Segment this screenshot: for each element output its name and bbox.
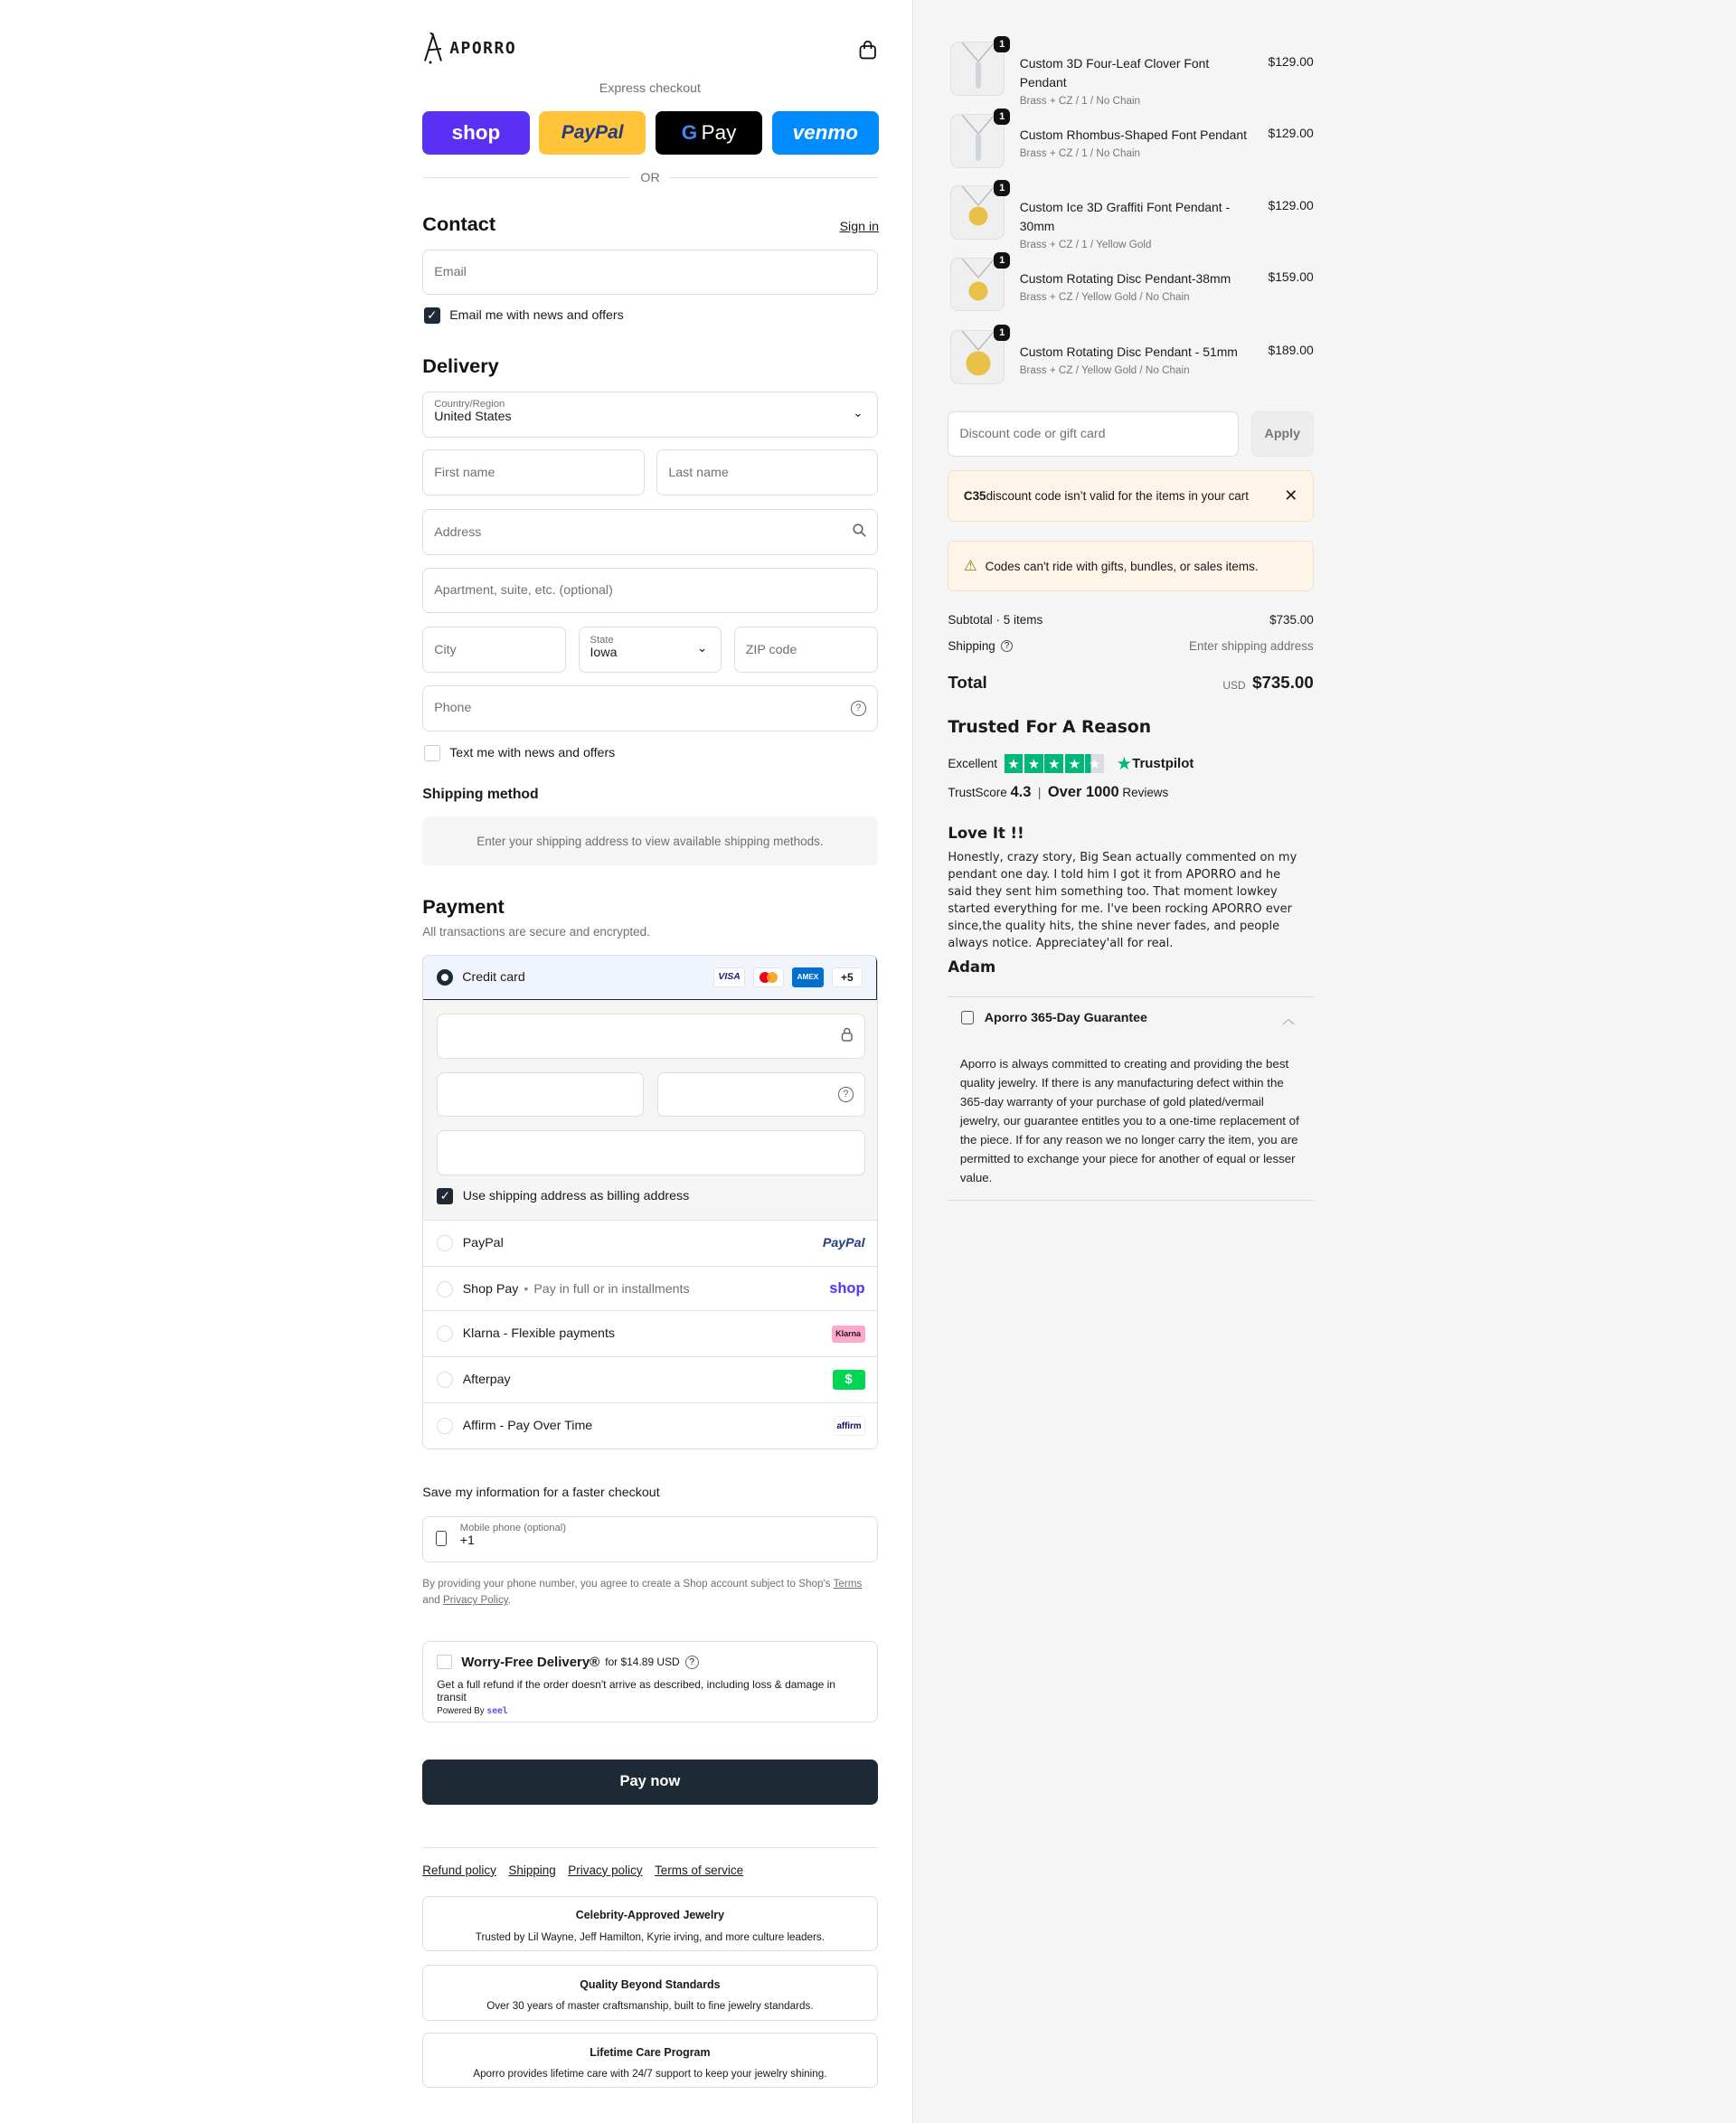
trust-box [422,1965,877,2020]
divider [422,1847,877,1848]
rating-star: ★ [1024,754,1043,773]
total-value: $735.00 [1252,673,1314,693]
sms-label: Text me with news and offers [449,745,616,760]
chevron-down-icon: ⌄ [697,641,708,656]
product-title: Custom Rotating Disc Pendant - 51mm [1019,344,1238,359]
worry-free-delivery [422,1641,877,1722]
rating-star: ★ [1085,754,1104,773]
close-icon[interactable]: ✕ [1284,486,1298,505]
trust-box-text: Over 30 years of master craftsmanship, built to fine jewelry standards. [486,2000,814,2013]
legal-dot: . [507,1594,512,1607]
quantity-badge: 1 [994,325,1010,341]
trust-box [422,2033,877,2088]
google-g-icon: G [681,120,698,144]
cash-app-logo: $ [833,1370,865,1390]
worry-free-desc: Get a full refund if the order doesn't arrive as described, including loss & damage in transit [437,1677,835,1703]
affirm-label: Affirm - Pay Over Time [462,1419,593,1434]
trust-box-title: Quality Beyond Standards [580,1977,721,1991]
divider [948,1200,1313,1201]
product-price: $129.00 [1268,126,1314,141]
shop-pay-sub: Pay in full or in installments [533,1281,690,1297]
product-variant: Brass + CZ / 1 / No Chain [1019,147,1141,160]
review-author: Adam [948,958,996,977]
payment-option-shop-pay[interactable]: Shop Pay • Pay in full or in installments shop [423,1266,877,1312]
contact-heading: Contact [422,212,496,236]
credit-card-label: Credit card [462,969,525,985]
chevron-down-icon: ⌄ [853,405,863,420]
worry-free-title: Worry-Free Delivery® [461,1654,600,1670]
payment-option-paypal[interactable] [423,1220,877,1266]
address-placeholder: Address [434,524,482,540]
terms-link[interactable]: Terms [833,1578,863,1590]
cart-item [948,39,1314,107]
sign-in-link[interactable]: Sign in [839,219,880,234]
product-title: Custom Rhombus-Shaped Font Pendant [1019,127,1247,143]
product-price: $189.00 [1268,342,1314,357]
country-value: United States [434,410,512,425]
worry-free-checkbox[interactable] [437,1655,451,1669]
divider [948,996,1313,997]
first-name-input[interactable]: First name [422,449,645,495]
trust-box-text: Aporro provides lifetime care with 24/7 support to keep your jewelry shining. [473,2068,827,2080]
warning-text: Codes can't ride with gifts, bundles, or sales items. [985,559,1259,573]
card-number-input[interactable] [437,1014,864,1058]
klarna-label: Klarna - Flexible payments [462,1326,616,1342]
shop-logo: shop [829,1280,865,1297]
payment-option-affirm[interactable] [423,1402,877,1448]
rating-star: ★ [1005,754,1024,773]
country-select[interactable] [422,392,877,438]
subtotal-value: $735.00 [1269,613,1314,627]
payment-heading: Payment [422,894,505,918]
error-text: discount code isn’t valid for the items in your cart [986,488,1250,503]
payment-option-klarna[interactable] [423,1310,877,1356]
cart-bag-icon[interactable] [859,41,876,63]
trust-box-title: Lifetime Care Program [590,2045,711,2059]
radio[interactable] [437,1326,453,1342]
rating-star: ★ [1044,754,1063,773]
trustscore-label: TrustScore [948,786,1007,800]
worry-free-price: for $14.89 USD [605,1656,680,1669]
cart-item [948,254,1314,317]
save-info-heading: Save my information for a faster checkout [422,1485,660,1500]
name-on-card-input[interactable] [437,1130,864,1175]
product-title: Custom Ice 3D Graffiti Font Pendant - 30mm [1019,199,1231,233]
guarantee-accordion-toggle[interactable] [948,1009,1313,1027]
product-price: $129.00 [1268,197,1314,212]
radio-selected[interactable] [437,969,453,986]
error-code: C35 [963,488,986,503]
amex-icon: AMEX [792,967,823,987]
legal-text: By providing your phone number, you agree to create a Shop account subject to Shop's [422,1578,834,1590]
help-icon[interactable]: ? [851,701,865,715]
shopping-bag-icon [961,1011,973,1024]
mobile-phone-icon [436,1531,447,1545]
shipping-label: Shipping [948,638,995,653]
credit-card-option[interactable] [422,955,877,1000]
newsletter-label: Email me with news and offers [449,307,624,323]
review-title: Love It !! [948,825,1024,843]
subtotal-label: Subtotal · 5 items [948,613,1043,627]
billing-checkbox[interactable]: ✓ [437,1188,453,1204]
product-variant: Brass + CZ / Yellow Gold / No Chain [1019,363,1190,376]
rating-star: ★ [1065,754,1084,773]
shipping-value: Enter shipping address [1188,638,1314,653]
cart-item [948,183,1314,250]
product-variant: Brass + CZ / Yellow Gold / No Chain [1019,291,1190,303]
mobile-phone-input[interactable] [422,1516,877,1562]
product-variant: Brass + CZ / 1 / No Chain [1019,94,1141,107]
affirm-logo: affirm [834,1416,865,1436]
cart-item [948,110,1314,174]
help-icon[interactable]: ? [685,1656,699,1669]
review-count: Over 1000 [1047,784,1119,801]
apply-button[interactable]: Apply [1251,411,1314,456]
help-icon[interactable]: ? [838,1087,853,1101]
afterpay-label: Afterpay [462,1373,511,1388]
rating-label: Excellent [948,757,998,771]
apartment-input[interactable]: Apartment, suite, etc. (optional) [422,568,877,614]
paypal-label: PayPal [462,1235,504,1250]
sms-checkbox[interactable] [424,745,440,761]
chevron-up-icon: ︿ [1282,1012,1295,1026]
trustscore-value: 4.3 [1010,784,1032,801]
guarantee-text: Aporro is always committed to creating and providing the best quality jewelry. If there is any manufacturing defect within the 365-day warranty of your purchase of gold plated/vermail jewelry, our guarantee entitles you to a one-time replacement of the piece. If for any reason we no longer carry the item, you are permitted to exchange your piece for another of equal or lesser value. [959,1056,1299,1184]
newsletter-checkbox[interactable]: ✓ [424,307,440,324]
trust-box-text: Trusted by Lil Wayne, Jeff Hamilton, Kyrie irving, and more culture leaders. [475,1930,825,1943]
trustpilot-stars [1005,754,1106,773]
discount-input[interactable]: Discount code or gift card [948,411,1239,456]
product-price: $129.00 [1268,53,1314,69]
discount-error [948,470,1313,522]
currency: USD [1222,678,1246,692]
privacy-policy-link[interactable]: Privacy policy [568,1863,643,1877]
seel-logo: seel [486,1705,508,1716]
billing-label: Use shipping address as billing address [462,1189,690,1204]
shipping-method-heading: Shipping method [422,787,539,803]
payment-methods [422,955,877,1449]
privacy-link[interactable]: Privacy Policy [443,1594,508,1607]
email-input[interactable]: Email [422,250,877,296]
country-label: Country/Region [434,399,505,410]
shipping-policy-link[interactable]: Shipping [508,1863,556,1877]
lock-icon [841,1027,853,1045]
shop-pay-button[interactable]: shop [422,111,529,155]
payment-option-afterpay[interactable] [423,1356,877,1402]
trustpilot-star-icon: ★ [1116,753,1133,774]
phone-input[interactable] [422,685,877,731]
powered-by: Powered By [437,1705,485,1716]
quantity-badge: 1 [994,180,1010,196]
product-variant: Brass + CZ / 1 / Yellow Gold [1019,238,1152,250]
state-label: State [590,634,614,646]
state-value: Iowa [590,645,618,660]
pay-now-button[interactable]: Pay now [422,1760,877,1806]
radio[interactable] [437,1372,453,1388]
search-icon [853,524,866,541]
radio[interactable] [437,1418,453,1434]
quantity-badge: 1 [994,252,1010,269]
zip-input[interactable]: ZIP code [734,627,878,673]
city-input[interactable]: City [422,627,566,673]
visa-icon: VISA [713,967,744,987]
trust-box-title: Celebrity-Approved Jewelry [575,1909,725,1922]
help-icon[interactable]: ? [1001,640,1013,652]
or-divider-label: OR [631,171,669,185]
state-select[interactable] [579,627,722,673]
google-pay-label: Pay [701,120,737,144]
trust-heading: Trusted For A Reason [948,717,1152,737]
expiry-input[interactable] [437,1072,644,1117]
klarna-logo: Klarna [832,1326,865,1343]
trustpilot-logo: Trustpilot [1132,756,1194,772]
refund-policy-link[interactable]: Refund policy [422,1863,496,1877]
cart-item [948,327,1314,390]
phone-placeholder: Phone [434,701,472,716]
reviews-label: Reviews [1122,786,1169,800]
payment-subtitle: All transactions are secure and encrypted. [422,924,650,939]
paypal-logo: PayPal [822,1235,865,1250]
mobile-phone-value: +1 [459,1533,475,1549]
guarantee-title: Aporro 365-Day Guarantee [984,1010,1147,1025]
last-name-input[interactable]: Last name [656,449,877,495]
legal-and: and [422,1594,443,1607]
product-price: $159.00 [1268,269,1314,285]
shop-pay-label: Shop Pay [462,1281,519,1297]
paypal-button[interactable]: PayPal [539,111,646,155]
trust-box [422,1896,877,1951]
total-label: Total [948,673,987,693]
address-input[interactable] [422,509,877,555]
product-title: Custom Rotating Disc Pendant-38mm [1019,271,1231,287]
venmo-button[interactable]: venmo [772,111,879,155]
product-title: Custom 3D Four-Leaf Clover Font Pendant [1019,55,1210,90]
review-text: Honestly, crazy story, Big Sean actually commented on my pendant one day. I told him I got it from APORRO and he said they sent him something too. That moment lowkey started everything for me. I've been rocking APORRO ever since,the quality hits, the shine never fades, and people always notice. Appreciatey'all for real. [948,851,1297,951]
warning-icon: ⚠ [963,558,977,575]
express-checkout-label: Express checkout [599,80,701,96]
quantity-badge: 1 [994,36,1010,52]
mobile-phone-label: Mobile phone (optional) [459,1523,566,1534]
delivery-heading: Delivery [422,354,499,378]
discount-warning [948,541,1313,592]
quantity-badge: 1 [994,109,1010,125]
terms-of-service-link[interactable]: Terms of service [655,1863,744,1877]
google-pay-button[interactable] [656,111,762,155]
mastercard-icon [753,967,784,987]
radio[interactable] [437,1281,453,1297]
security-code-input[interactable] [657,1072,864,1117]
shop-legal-text [422,1576,877,1609]
more-cards-badge: +5 [832,967,863,987]
shipping-notice: Enter your shipping address to view available shipping methods. [422,816,877,865]
logo[interactable]: APORRO [422,33,517,69]
radio[interactable] [437,1235,453,1251]
